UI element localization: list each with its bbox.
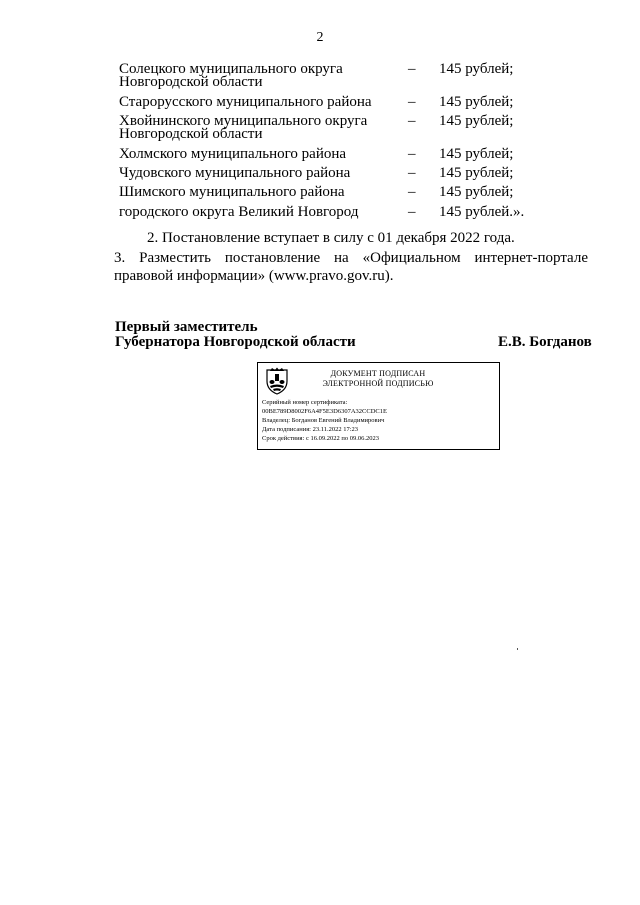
stamp-serial-value: 00BE789D8002F6A4F5E3D6307A32CCDC1E: [262, 408, 387, 415]
fee-row-amount: 145 рублей.».: [439, 204, 525, 220]
fee-row-dash: –: [408, 165, 416, 181]
fee-row-name: Старорусского муниципального района: [119, 94, 372, 110]
fee-row-dash: –: [408, 113, 416, 129]
paragraph-word: Разместить: [139, 250, 212, 266]
novgorod-coat-of-arms-icon: [264, 367, 290, 395]
paragraph-word: на: [334, 250, 349, 266]
stamp-details: [262, 398, 387, 443]
paragraph-word: постановление: [224, 250, 321, 266]
paragraph-word: 3.: [114, 250, 126, 266]
fee-row-name: Солецкого муниципального округа Новгородской области: [119, 61, 343, 90]
stamp-owner: Владелец: Богданов Евгений Владимирович: [262, 417, 385, 424]
fee-row-amount: 145 рублей;: [439, 146, 514, 162]
fee-row-dash: –: [408, 146, 416, 162]
signatory-position-line1: Первый заместитель: [115, 319, 258, 335]
fee-row-dash: –: [408, 204, 416, 220]
stamp-serial-label: Серийный номер сертификата:: [262, 399, 348, 406]
fee-row-name: Чудовского муниципального района: [119, 165, 351, 181]
paragraph-word: интернет-портале: [474, 250, 588, 266]
stamp-signed-date: Дата подписания: 23.11.2022 17:23: [262, 426, 359, 433]
fee-row-amount: 145 рублей;: [439, 113, 514, 129]
scan-speck: [517, 648, 518, 650]
fee-row-amount: 145 рублей;: [439, 165, 514, 181]
stamp-title: [318, 369, 438, 389]
fee-row-name: Холмского муниципального района: [119, 146, 347, 162]
fee-row-dash: –: [408, 94, 416, 110]
signatory-position-line2: Губернатора Новгородской области: [115, 334, 356, 350]
page-number: 2: [316, 30, 324, 45]
paragraph-effective-date: 2. Постановление вступает в силу с 01 декабря 2022 года.: [147, 230, 515, 246]
fee-row-amount: 145 рублей;: [439, 184, 514, 200]
paragraph-word: «Официальном: [362, 250, 461, 266]
stamp-title-line2: ЭЛЕКТРОННОЙ ПОДПИСЬЮ: [322, 379, 434, 388]
fee-row-name: Шимского муниципального района: [119, 184, 345, 200]
fee-row-name: городского округа Великий Новгород: [119, 204, 359, 220]
electronic-signature-stamp: [257, 362, 500, 450]
fee-row-dash: –: [408, 61, 416, 77]
signatory-name: Е.В. Богданов: [498, 334, 592, 350]
paragraph-publication-line2: правовой информации» (www.pravo.gov.ru).: [114, 268, 394, 284]
stamp-validity: Срок действия: с 16.09.2022 по 09.06.2023: [262, 435, 379, 442]
fee-row-dash: –: [408, 184, 416, 200]
fee-row-amount: 145 рублей;: [439, 61, 514, 77]
signatory-position: [115, 320, 356, 350]
fee-row-amount: 145 рублей;: [439, 94, 514, 110]
paragraph-publication-line1: [114, 249, 588, 267]
stamp-title-line1: ДОКУМЕНТ ПОДПИСАН: [330, 369, 426, 378]
paragraph-publication: [114, 249, 588, 285]
fee-row-name: Хвойнинского муниципального округа Новгородской области: [119, 113, 368, 142]
